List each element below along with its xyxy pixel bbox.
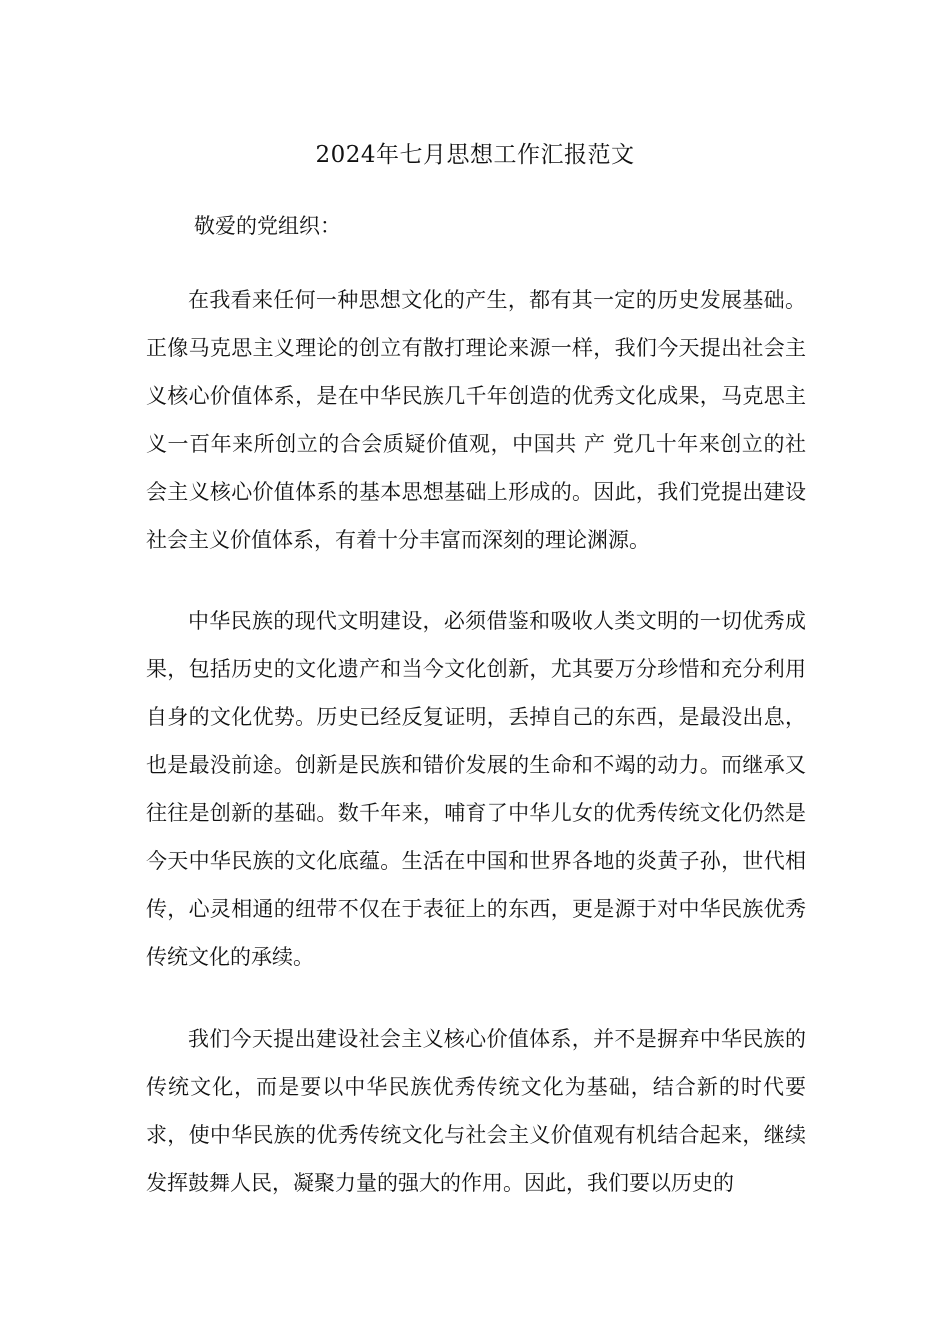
salutation: 敬爱的党组织： — [194, 214, 341, 238]
paragraph-3: 我们今天提出建设社会主义核心价值体系，并不是摒弃中华民族的传统文化，而是要以中华民族优秀传统文化为基础，结合新的时代要求，使中华民族的优秀传统文化与社会主义价值观有机结合起来，继续发挥鼓舞人民，凝聚力量的强大的作用。因此，我们要以历史的 — [146, 1027, 806, 1195]
document-title: 2024年七月思想工作汇报范文 — [315, 142, 635, 168]
paragraph-2: 中华民族的现代文明建设，必须借鉴和吸收人类文明的一切优秀成果，包括历史的文化遗产和当今文化创新，尤其要万分珍惜和充分利用自身的文化优势。历史已经反复证明，丢掉自己的东西，是最没出息，也是最没前途。创新是民族和错价发展的生命和不竭的动力。而继承又往往是创新的基础。数千年来，哺育了中华儿女的优秀传统文化仍然是今天中华民族的文化底蕴。生活在中国和世界各地的炎黄子孙，世代相传，心灵相通的纽带不仅在于表征上的东西，更是源于对中华民族优秀传统文化的承续。 — [146, 609, 806, 969]
paragraph-1: 在我看来任何一种思想文化的产生，都有其一定的历史发展基础。正像马克思主义理论的创立有散打理论来源一样，我们今天提出社会主义核心价值体系，是在中华民族几千年创造的优秀文化成果，马克思主义一百年来所创立的合会质疑价值观，中国共 产 党几十年来创立的社会主义核心价值体系的基本思想基础上形成的。因此，我们党提出建设社会主义价值体系，有着十分丰富而深刻的理论渊源。 — [146, 288, 806, 552]
